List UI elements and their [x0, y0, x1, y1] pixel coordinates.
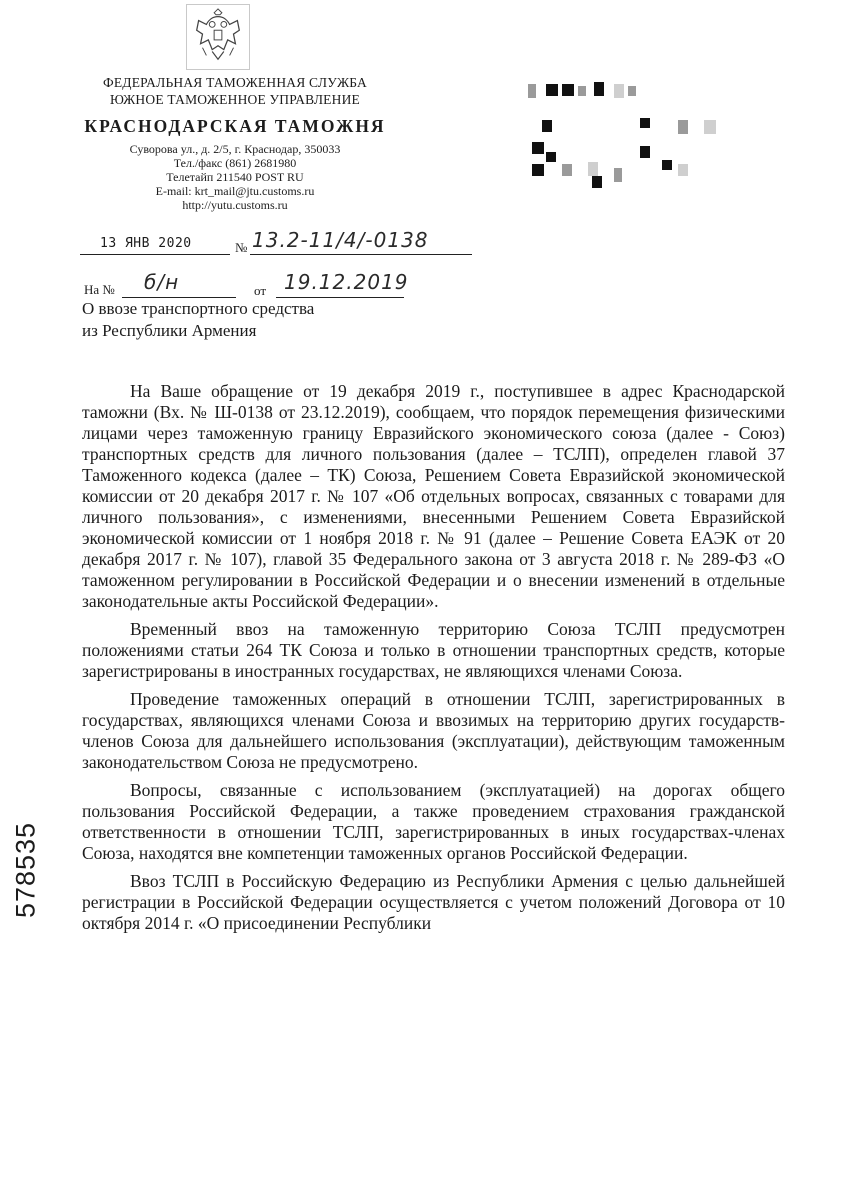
- reference-number-handwritten: б/н: [144, 270, 180, 294]
- reference-date-handwritten: 19.12.2019: [284, 270, 409, 294]
- body-paragraph-5: Ввоз ТСЛП в Российскую Федерацию из Республики Армения с целью дальнейшей регистрации в Российской Федерации осуществляется с учетом положений Договора от 10 октября 2014 г. «О присоединении Республики: [82, 871, 785, 933]
- outgoing-number-handwritten: 13.2-11/4/-0138: [252, 228, 429, 252]
- letter-body: [82, 381, 785, 934]
- body-paragraph-3: Проведение таможенных операций в отношении ТСЛП, зарегистрированных в государствах, являющихся членами Союза и ввозимых на территорию других государств-членов Союза для дальнейшего использования (эксплуатации), действующим таможенным законодательством Союза не предусмотрено.: [82, 689, 785, 772]
- customs-office-name: КРАСНОДАРСКАЯ ТАМОЖНЯ: [84, 116, 386, 136]
- redacted-recipient-block: [528, 80, 728, 190]
- outgoing-number-label: №: [235, 240, 248, 255]
- side-document-number: [6, 820, 46, 920]
- subject-line-2: из Республики Армения: [82, 321, 257, 340]
- subject-line-1: О ввозе транспортного средства: [82, 299, 315, 318]
- contact-email: E-mail: krt_mail@jtu.customs.ru: [155, 184, 315, 198]
- contact-phone-fax: Тел./факс (861) 2681980: [173, 156, 297, 170]
- contact-address: Суворова ул., д. 2/5, г. Краснодар, 350033: [129, 142, 341, 156]
- body-paragraph-2: Временный ввоз на таможенную территорию Союза ТСЛП предусмотрен положениями статьи 264 ТК Союза и только в отношении транспортных средств, которые зарегистрированы в иностранных государствах, не являющихся членами Союза.: [82, 619, 785, 681]
- side-number-text: 578535: [10, 821, 41, 919]
- org-line-southern-customs: ЮЖНОЕ ТАМОЖЕННОЕ УПРАВЛЕНИЕ: [110, 92, 360, 107]
- coat-of-arms-emblem-icon: [186, 4, 250, 70]
- reference-date-label: от: [254, 283, 267, 298]
- body-paragraph-1: На Ваше обращение от 19 декабря 2019 г., поступившее в адрес Краснодарской таможни (Вх. № Ш-0138 от 23.12.2019), сообщаем, что порядок перемещения физическими лицами через таможенную границу Евразийского экономического союза (далее - Союз) транспортных средств для личного пользования (далее – ТСЛП), определен главой 37 Таможенного кодекса (далее – ТК) Союза, Решением Совета Евразийской экономической комиссии от 20 декабря 2017 г. № 107 «Об отдельных вопросах, связанных с товарами для личного пользования», с изменениями, внесенными Решением Совета Евразийской экономической комиссии от 1 ноября 2018 г. № 91 (далее – Решение Совета ЕАЭК от 20 декабря 2017 г. № 107), главой 35 Федерального закона от 3 августа 2018 г. № 289-ФЗ «О таможенном регулировании в Российской Федерации и о внесении изменений в отдельные законодательные акты Российской Федерации».: [82, 381, 785, 611]
- org-line-federal-customs: ФЕДЕРАЛЬНАЯ ТАМОЖЕННАЯ СЛУЖБА: [103, 75, 367, 90]
- reference-number-label: На №: [84, 282, 115, 297]
- contact-block: [80, 142, 390, 212]
- registration-date-stamp: 13 ЯНВ 2020: [100, 236, 192, 251]
- contact-teletype: Телетайп 211540 POST RU: [166, 170, 304, 184]
- body-paragraph-4: Вопросы, связанные с использованием (эксплуатацией) на дорогах общего пользования Российской Федерации, а также проведением страхования гражданской ответственности в отношении ТСЛП, зарегистрированных в иных государствах-членах Союза, находятся вне компетенции таможенных органов Российской Федерации.: [82, 780, 785, 863]
- letter-subject: [82, 298, 314, 342]
- contact-website: http://yutu.customs.ru: [182, 198, 288, 212]
